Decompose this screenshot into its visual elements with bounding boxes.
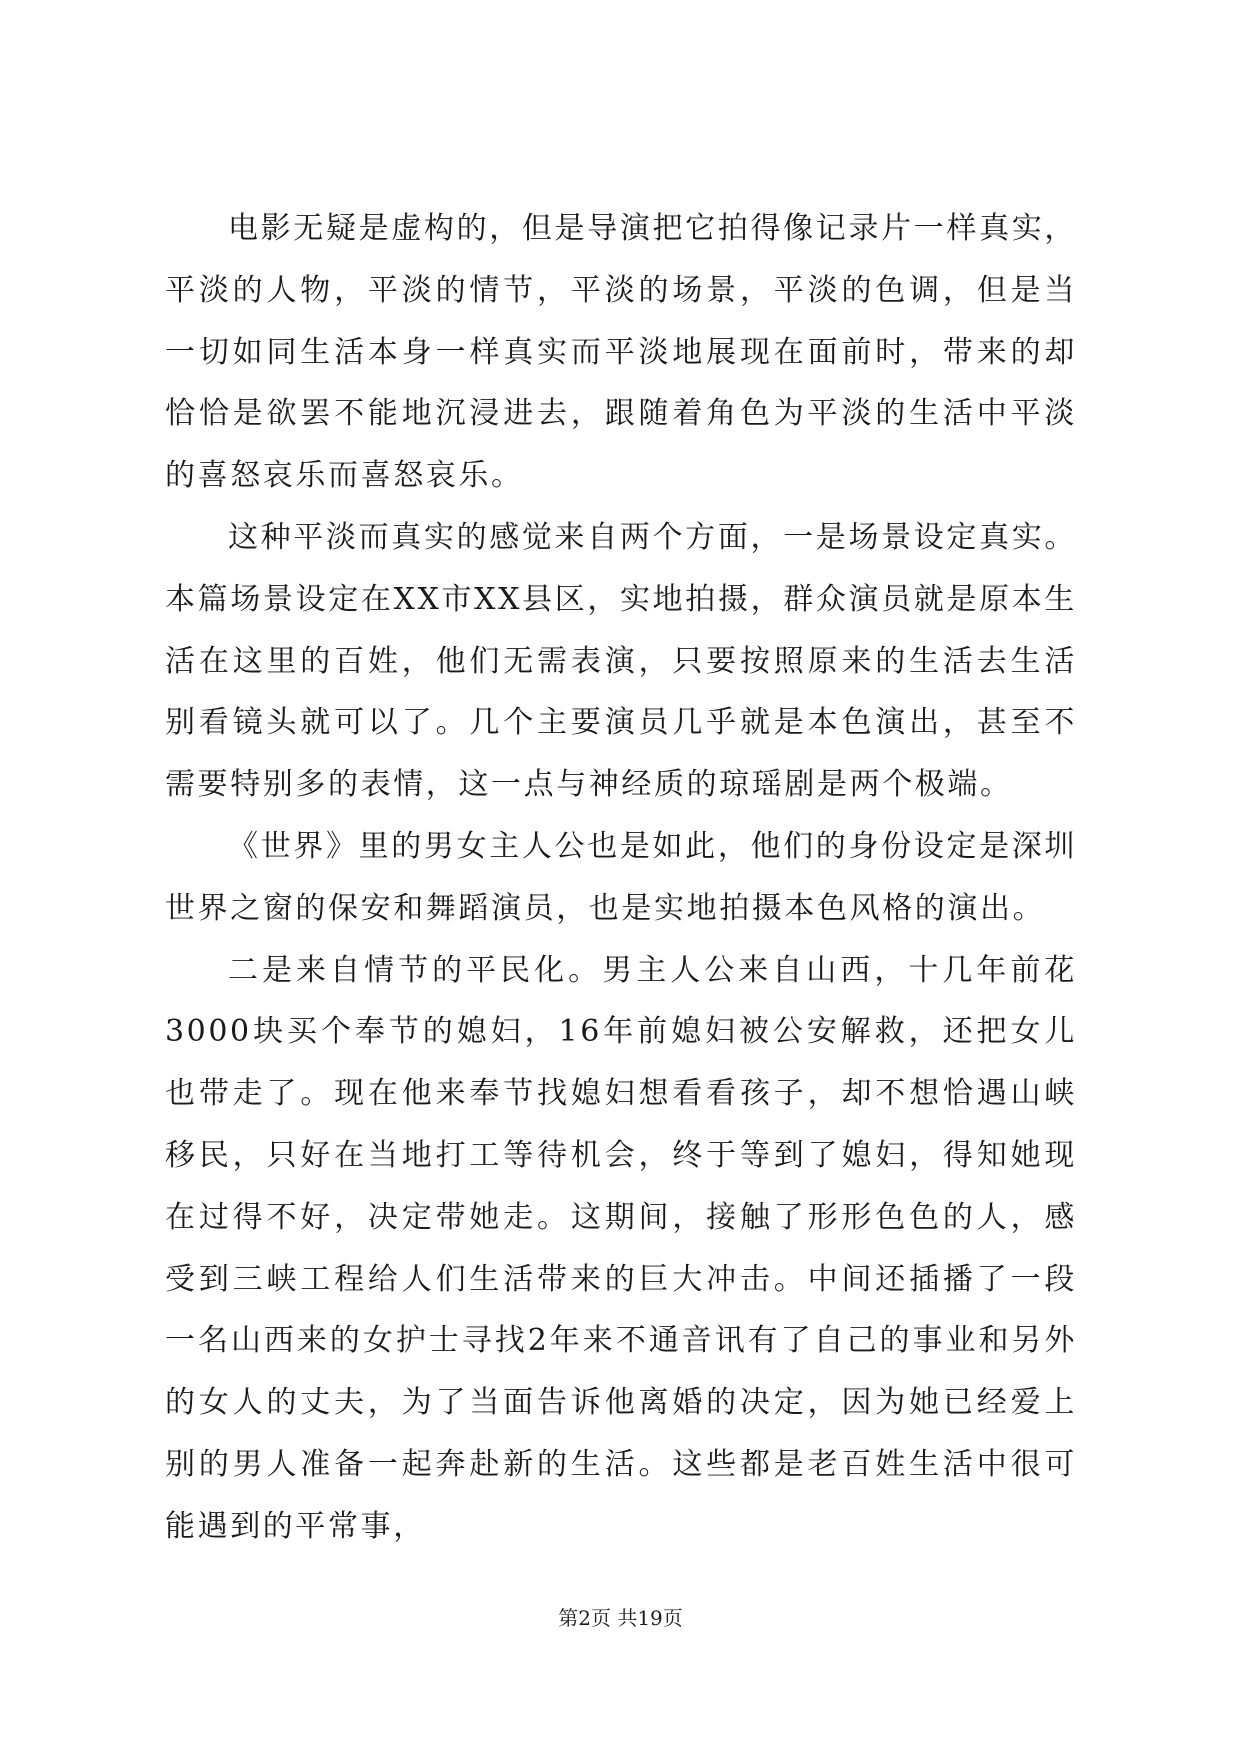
paragraph-1: 电影无疑是虚构的，但是导演把它拍得像记录片一样真实，平淡的人物，平淡的情节，平淡的场景，平淡的色调，但是当一切如同生活本身一样真实而平淡地展现在面前时，带来的却恰恰是欲罢不能地沉浸进去，跟随着角色为平淡的生活中平淡的喜怒哀乐而喜怒哀乐。 — [165, 211, 1077, 494]
paragraph-3: 《世界》里的男女主人公也是如此，他们的身份设定是深圳世界之窗的保安和舞蹈演员，也是实地拍摄本色风格的演出。 — [165, 828, 1077, 926]
paragraph-4: 二是来自情节的平民化。男主人公来自山西，十几年前花3000块买个奉节的媳妇，16年前媳妇被公安解救，还把女儿也带走了。现在他来奉节找媳妇想看看孩子，却不想恰遇山峡移民，只好在当地打工等待机会，终于等到了媳妇，得知她现在过得不好，决定带她走。这期间，接触了形形色色的人，感受到三峡工程给人们生活带来的巨大冲击。中间还插播了一段一名山西来的女护士寻找2年来不通音讯有了自己的事业和另外的女人的丈夫，为了当面告诉他离婚的决定，因为她已经爱上别的男人准备一起奔赴新的生活。这些都是老百姓生活中很可能遇到的平常事， — [165, 952, 1077, 1544]
document-body — [165, 198, 1077, 1558]
paragraph-2: 这种平淡而真实的感觉来自两个方面，一是场景设定真实。本篇场景设定在XX市XX县区，实地拍摄，群众演员就是原本生活在这里的百姓，他们无需表演，只要按照原来的生活去生活别看镜头就可以了。几个主要演员几乎就是本色演出，甚至不需要特别多的表情，这一点与神经质的琼瑶剧是两个极端。 — [165, 519, 1077, 803]
page-footer: 第2页 共19页 — [558, 1606, 683, 1630]
